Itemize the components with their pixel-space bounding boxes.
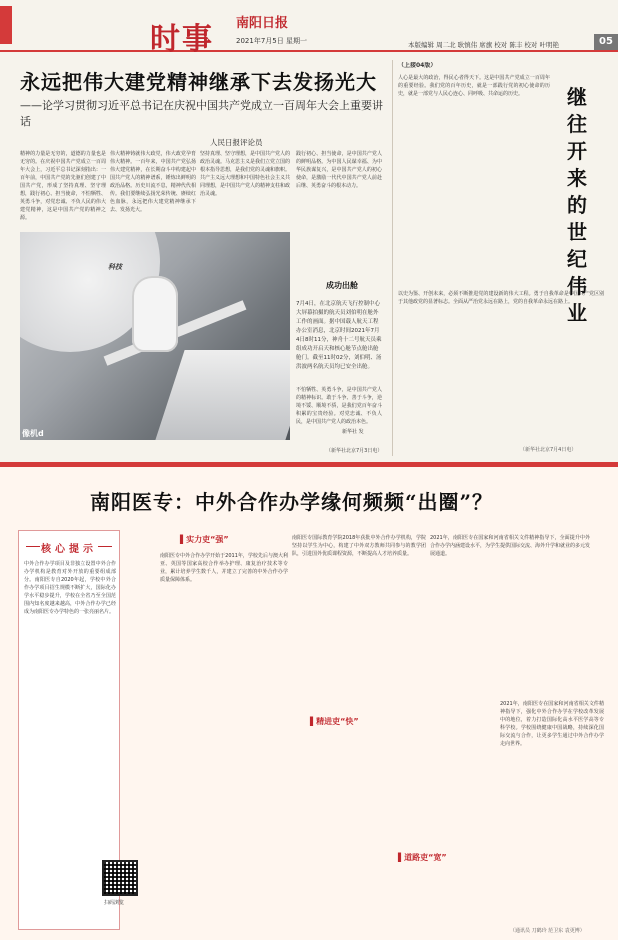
section-banner-strength: ▌实力吏“强”: [180, 535, 229, 544]
masthead-red-band: [0, 6, 12, 44]
core-tip-text: 中外合作办学项目及非独立设置中外合作办学机构是教育对外开放的重要组成部分。南阳医专自2020年起，学校中外合作办学项目招生规模不断扩大，国际化办学水平稳步提升，学校在全省乃至全国范围内知名度越来越高，中外合作办学已经成为南阳医专办学特色的一张亮丽名片。: [24, 561, 116, 615]
main-subhead: ——论学习贯彻习近平总书记在庆祝中国共产党成立一百周年大会上重要讲话: [20, 99, 383, 128]
masthead: [0, 0, 618, 57]
news-photo: [20, 232, 290, 440]
photo-watermark: 像机d: [22, 429, 44, 438]
qr-code-icon[interactable]: [102, 860, 138, 896]
section-title: 时事: [150, 22, 214, 57]
main-col-1: 精神的力量是无穷的，道德的力量也是无穷的。在庆祝中国共产党成立一百周年大会上，习近平总书记深刻指出：一百年前，中国共产党的先驱们创建了中国共产党，形成了坚持真理、坚守理想，践行初心、担当使命，不怕牺牲、英勇斗争，对党忠诚、不负人民的伟大建党精神，这是中国共产党的精神之源。: [20, 151, 106, 221]
lower-credit: （通讯员 刀鹤玲 范卫东 袁更博）: [510, 928, 585, 934]
main-col-5: 不怕牺牲、英勇斗争，是中国共产党人的精神标识。敢于斗争、善于斗争，逆境不馁、顺境不骄，是我们党百年奋斗积累的宝贵经验。对党忠诚、不负人民，是中国共产党人的政治本色。: [296, 387, 382, 425]
main-headline: 永远把伟大建党精神继承下去发扬光大: [20, 70, 377, 94]
main-source: （新华社北京7月3日电）: [326, 448, 383, 454]
section-text-precision-pre: 南阳医专国际教育学院2018年获批中外合作办学机构，学院坚持以学生为中心，构建了中外双方教师共同参与的教学团队，引进国外优质课程资源，不断提高人才培养质量。: [292, 535, 426, 557]
qr-code-label: 扫码浏览: [104, 900, 125, 906]
section-text-strength: 南阳医专中外合作办学开始于2011年，学校先后与澳大利亚、英国等国家高校合作举办护理、康复治疗技术等专业，累计培养学生数千人，并建立了完善的中外合作办学质量保障体系。: [160, 553, 288, 583]
section-banner-precision: ▌精进吏“快”: [310, 717, 359, 726]
section-label-strength: 实力吏“强”: [186, 535, 229, 544]
core-tip-title: 核心提示: [22, 540, 116, 555]
main-byline: 人民日报评论员: [210, 138, 263, 147]
lower-headline: 南阳医专：中外合作办学缘何频频“出圈”？: [90, 490, 494, 514]
astronaut-shape: [132, 276, 178, 352]
main-col-3: 坚持真理、坚守理想，是中国共产党人的政治灵魂。马克思主义是我们立党立国的根本指导思想，是我们党的灵魂和旗帜。共产主义远大理想和中国特色社会主义共同理想，是中国共产党人的精神支柱和政治灵魂。: [200, 151, 290, 197]
section-label-road: 道路吏“宽”: [404, 853, 447, 862]
issue-date: 2021年7月5日 星期一: [236, 37, 307, 45]
lower-col-right: 2021年，南阳医专在国家和河南省相关文件精神指导下，强化中外合作办学在学校改革发展中的地位，着力打造国际化高水平医学高等专科学校。学校围绕健康中国战略，持续深化国际交流与合作，让更多学生通过中外合作办学走向世界。: [500, 701, 604, 747]
section-label-precision: 精进吏“快”: [316, 717, 359, 726]
side-kicker: （上接04版）: [398, 62, 437, 69]
paper-logo: 南阳日报: [236, 16, 289, 31]
side-vertical-title: 继往开来的世纪伟业: [567, 85, 587, 325]
section-banner-road: ▌道路吏“宽”: [398, 853, 447, 862]
page-number: 05: [594, 34, 618, 50]
photo-logo-mark: 科技: [108, 263, 122, 271]
main-col-2: 伟大精神铸就伟大政党，伟大政党孕育伟大精神。一百年来，中国共产党弘扬伟大建党精神，在长期奋斗中构建起中国共产党人的精神谱系，锤炼出鲜明的政治品格。历史川流不息，精神代代相传。我们要继续弘扬光荣传统、赓续红色血脉，永远把伟大建党精神继承下去、发扬光大。: [110, 151, 196, 213]
photo-caption-title: 成功出舱: [326, 281, 358, 290]
side-source: （新华社北京7月4日电）: [520, 447, 577, 453]
side-col-1: 人心是最大的政治，得民心者得天下。这是中国共产党成立一百周年的重要经验。我们党的百年历史，就是一部践行党的初心使命的历史，就是一部党与人民心连心、同呼吸、共命运的历史。: [398, 75, 550, 97]
photo-caption-text: 7月4日，在北京航天飞行控制中心大屏幕拍摄的航天员刘伯明在舱外工作的画面。据中国载人航天工程办公室消息，北京时间2021年7月4日8时11分，神舟十二号航天员乘组成功开启天和核心舱节点舱出舱舱门。截至11时02分，刘伯明、汤洪波两名航天员均已安全出舱。: [296, 301, 382, 370]
side-col-2: 以史为鉴、开创未来，必须不断推进党的建设新的伟大工程。勇于自我革命是中国共产党区别于其他政党的显著标志。全面从严治党永远在路上，党的自我革命永远在路上。: [398, 291, 604, 305]
column-divider: [392, 60, 393, 456]
space-module-shape: [155, 350, 290, 440]
section-text-road: 2021年，南阳医专在国家和河南省相关文件精神指导下，全面提升中外合作办学内涵建设水平，为学生提供国际交流、海外升学和就业的多元发展通道。: [430, 535, 590, 557]
editor-credits: 本版编辑 周二北 耿慎伟 席旗 校对 陈丰 校对 叶明艳: [408, 41, 559, 49]
photo-credit: 新华社 发: [342, 429, 364, 435]
main-col-4: 践行初心、担当使命，是中国共产党人的鲜明品格。为中国人民谋幸福、为中华民族谋复兴，是中国共产党人的初心使命，是激励一代代中国共产党人前赴后继、英勇奋斗的根本动力。: [296, 151, 382, 189]
